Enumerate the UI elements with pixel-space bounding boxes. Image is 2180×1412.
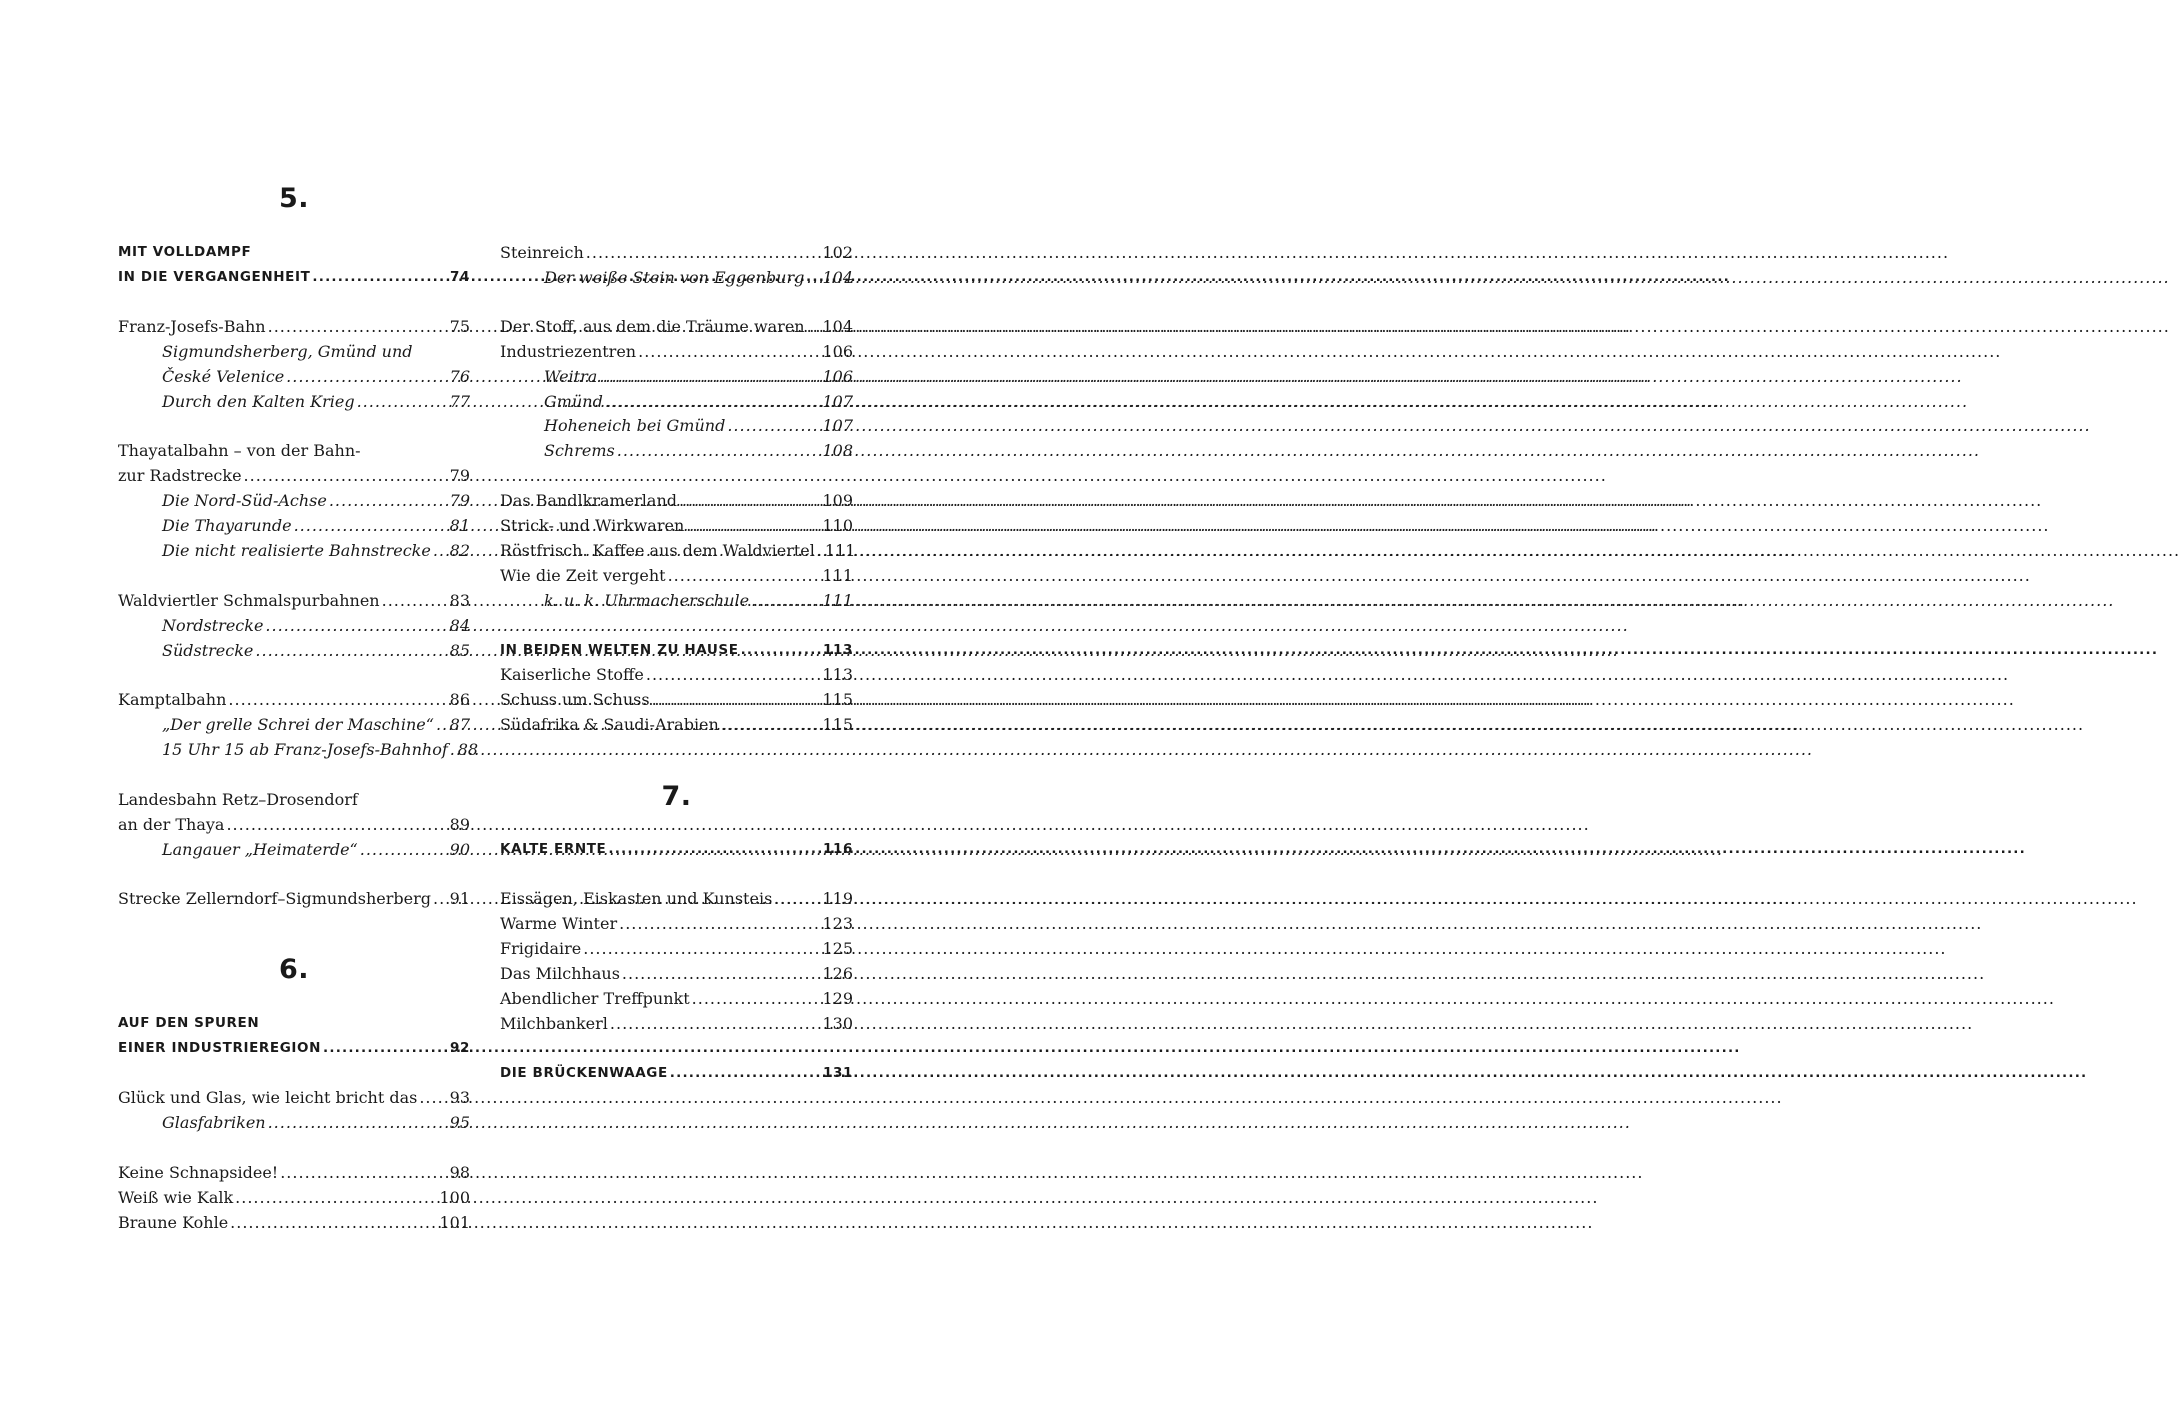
- toc-subentry: Die nicht realisierte Bahnstrecke ..... 82: [162, 538, 470, 563]
- toc-entry: Weiß wie Kalk ..... 100: [118, 1185, 470, 1210]
- page-number: 130: [822, 1014, 853, 1033]
- leader-dots: [638, 339, 820, 364]
- leader-dots: [686, 513, 820, 538]
- page-number: 98: [449, 1163, 470, 1182]
- leader-dots: [751, 588, 820, 613]
- toc-entry: Steinreich ..... 102: [500, 240, 853, 265]
- page-number: 106: [822, 342, 853, 361]
- leader-dots: [382, 588, 448, 613]
- part-number-7: 7.: [661, 781, 692, 812]
- page-number: 129: [822, 989, 853, 1008]
- leader-dots: [605, 389, 821, 414]
- toc-subentry: Nordstrecke ..... 84: [162, 613, 470, 638]
- toc-subentry: „Der grelle Schrei der Maschine“ ..... 87: [162, 712, 470, 737]
- leader-dots: [268, 314, 448, 339]
- leader-dots: [255, 638, 447, 663]
- page-number: 125: [822, 939, 853, 958]
- part-number-5: 5.: [278, 183, 310, 214]
- leader-dots: [692, 986, 821, 1011]
- page-number: 108: [822, 441, 853, 460]
- toc-entry: Südafrika & Saudi-Arabien ..... 115: [500, 712, 853, 737]
- page-number: 115: [822, 690, 853, 709]
- page-number: 107: [822, 416, 853, 435]
- page-number: 113: [822, 665, 853, 684]
- leader-dots: [652, 687, 821, 712]
- leader-dots: [617, 438, 821, 463]
- toc-entry: Franz-Josefs-Bahn ..... 75: [118, 314, 470, 339]
- toc-entry: zur Radstrecke ..... 79: [118, 463, 470, 488]
- page-number: 101: [439, 1213, 470, 1232]
- toc-entry: Kaiserliche Stoffe ..... 113: [500, 662, 853, 687]
- leader-dots: [244, 463, 448, 488]
- toc-subentry: 15 Uhr 15 ab Franz-Josefs-Bahnhof ..... 88: [162, 737, 470, 762]
- leader-dots: [228, 687, 447, 712]
- page-number: 110: [822, 516, 853, 535]
- toc-entry: Strecke Zellerndorf–Sigmundsherberg ..... 91: [118, 886, 470, 911]
- page-number: 76: [449, 367, 470, 386]
- page-number: 106: [822, 367, 853, 386]
- page-number: 100: [439, 1188, 470, 1207]
- page-number: 87: [449, 715, 470, 734]
- page-number: 74: [450, 269, 470, 285]
- section-heading-entry: IN DIE VERGANGENHEIT ..... 74: [118, 265, 470, 290]
- page-number: 131: [823, 1065, 853, 1081]
- leader-dots: [610, 1011, 821, 1036]
- toc-entry: Das Bandlkramerland ..... 109: [500, 488, 853, 513]
- toc-entry: Warme Winter ..... 123: [500, 911, 853, 936]
- page-number: 83: [449, 591, 470, 610]
- page-number: 88: [457, 740, 479, 759]
- toc-entry: Milchbankerl ..... 130: [500, 1011, 853, 1036]
- toc-entry: Keine Schnapsidee! ..... 98: [118, 1160, 470, 1185]
- section-heading-entry: EINER INDUSTRIEREGION ..... 92: [118, 1036, 470, 1061]
- leader-dots: [433, 886, 448, 911]
- page-number: 75: [449, 317, 470, 336]
- section-heading-entry: IN BEIDEN WELTEN ZU HAUSE ..... 113: [500, 638, 853, 663]
- leader-dots: [807, 314, 821, 339]
- page-number: 85: [449, 641, 470, 660]
- page-number: 111: [824, 541, 856, 560]
- leader-dots: [323, 1036, 448, 1061]
- leader-dots: [226, 812, 447, 837]
- page-number: 109: [822, 491, 853, 510]
- leader-dots: [280, 1160, 447, 1185]
- toc-subentry: k. u. k. Uhrmacherschule ..... 111: [544, 588, 853, 613]
- part-number-6: 6.: [278, 954, 310, 985]
- section-heading: MIT VOLLDAMPF: [118, 244, 252, 260]
- leader-dots: [286, 364, 447, 389]
- leader-dots: [721, 712, 821, 737]
- page-number: 119: [822, 889, 853, 908]
- toc-entry: Röstfrisch. Kaffee aus dem Waldviertel ..... 111: [500, 538, 853, 563]
- toc-subentry: Weitra ..... 106: [544, 364, 853, 389]
- leader-dots: [312, 265, 448, 290]
- toc-subentry: Hoheneich bei Gmünd ..... 107: [544, 413, 853, 438]
- page-number: 89: [449, 815, 470, 834]
- page-number: 84: [449, 616, 470, 635]
- leader-dots: [679, 488, 820, 513]
- page-number: 116: [823, 841, 853, 857]
- toc-entry-line: Thayatalbahn – von der Bahn-: [118, 441, 361, 460]
- section-heading-entry: DIE BRÜCKENWAAGE ..... 131: [500, 1061, 853, 1086]
- toc-subentry: Die Thayarunde ..... 81: [162, 513, 470, 538]
- page-number: 104: [822, 268, 853, 287]
- leader-dots: [433, 538, 448, 563]
- page-number: 82: [449, 541, 470, 560]
- page-number: 123: [822, 914, 853, 933]
- toc-entry: Kamptalbahn ..... 86: [118, 687, 470, 712]
- toc-entry: an der Thaya ..... 89: [118, 812, 470, 837]
- page-number: 113: [823, 642, 853, 658]
- page-number: 107: [822, 392, 853, 411]
- leader-dots: [646, 662, 821, 687]
- leader-dots: [265, 613, 447, 638]
- page-number: 115: [822, 715, 853, 734]
- toc-subentry: Schrems ..... 108: [544, 438, 853, 463]
- toc-subentry: Durch den Kalten Krieg ..... 77: [162, 389, 470, 414]
- leader-dots: [450, 737, 456, 762]
- toc-entry: Glück und Glas, wie leicht bricht das ..... 93: [118, 1085, 470, 1110]
- leader-dots: [436, 712, 448, 737]
- leader-dots: [608, 837, 821, 862]
- toc-entry: Das Milchhaus ..... 126: [500, 961, 853, 986]
- toc-subentry: Südstrecke ..... 85: [162, 638, 470, 663]
- toc-subentry: Der weiße Stein von Eggenburg ..... 104: [544, 265, 853, 290]
- page-number: 79: [449, 491, 470, 510]
- leader-dots: [670, 1061, 821, 1086]
- toc-entry: Abendlicher Treffpunkt ..... 129: [500, 986, 853, 1011]
- leader-dots: [599, 364, 820, 389]
- toc-entry: Wie die Zeit vergeht ..... 111: [500, 563, 853, 588]
- leader-dots: [268, 1110, 448, 1135]
- leader-dots: [329, 488, 448, 513]
- toc-subentry: Glasfabriken ..... 95: [162, 1110, 470, 1135]
- page-number: 91: [449, 889, 470, 908]
- leader-dots: [357, 389, 448, 414]
- page-number: 81: [449, 516, 470, 535]
- page-number: 102: [822, 243, 853, 262]
- leader-dots: [668, 563, 821, 588]
- toc-entry: Eissägen, Eiskasten und Kunsteis ..... 119: [500, 886, 853, 911]
- toc-entry: Schuss um Schuss ..... 115: [500, 687, 853, 712]
- toc-entry: Waldviertler Schmalspurbahnen ..... 83: [118, 588, 470, 613]
- section-heading: AUF DEN SPUREN: [118, 1015, 260, 1031]
- page-number: 104: [822, 317, 853, 336]
- page-number: 92: [450, 1040, 470, 1056]
- page-number: 93: [449, 1088, 470, 1107]
- toc-entry: Braune Kohle ..... 101: [118, 1210, 470, 1235]
- leader-dots: [294, 513, 448, 538]
- section-heading-entry: KALTE ERNTE ..... 116: [500, 837, 853, 862]
- toc-entry: Frigidaire ..... 125: [500, 936, 853, 961]
- page-number: 86: [449, 690, 470, 709]
- leader-dots: [774, 886, 820, 911]
- page-number: 77: [449, 392, 470, 411]
- toc-subentry: Die Nord-Süd-Achse ..... 79: [162, 488, 470, 513]
- leader-dots: [235, 1185, 437, 1210]
- page-number: 95: [449, 1113, 470, 1132]
- leader-dots: [586, 240, 821, 265]
- page-number: 126: [822, 964, 853, 983]
- leader-dots: [741, 638, 821, 663]
- leader-dots: [622, 961, 821, 986]
- toc-subentry: Gmünd ..... 107: [544, 389, 853, 414]
- toc-subentry: České Velenice ..... 76: [162, 364, 470, 389]
- toc-subentry-line: Sigmundsherberg, Gmünd und: [162, 342, 413, 361]
- leader-dots: [619, 911, 820, 936]
- leader-dots: [817, 538, 823, 563]
- toc-entry: Industriezentren ..... 106: [500, 339, 853, 364]
- leader-dots: [727, 413, 820, 438]
- leader-dots: [806, 265, 820, 290]
- toc-entry-line: Landesbahn Retz–Drosendorf: [118, 790, 358, 809]
- page-number: 79: [449, 466, 470, 485]
- leader-dots: [419, 1085, 447, 1110]
- page-number: 90: [449, 840, 470, 859]
- toc-entry: Strick- und Wirkwaren ..... 110: [500, 513, 853, 538]
- page-number: 111: [822, 566, 853, 585]
- toc-subentry: Langauer „Heimaterde“ ..... 90: [162, 837, 470, 862]
- leader-dots: [583, 936, 820, 961]
- leader-dots: [360, 837, 448, 862]
- leader-dots: [230, 1210, 437, 1235]
- page-number: 111: [822, 591, 853, 610]
- toc-entry: Der Stoff, aus dem die Träume waren ..... 104: [500, 314, 853, 339]
